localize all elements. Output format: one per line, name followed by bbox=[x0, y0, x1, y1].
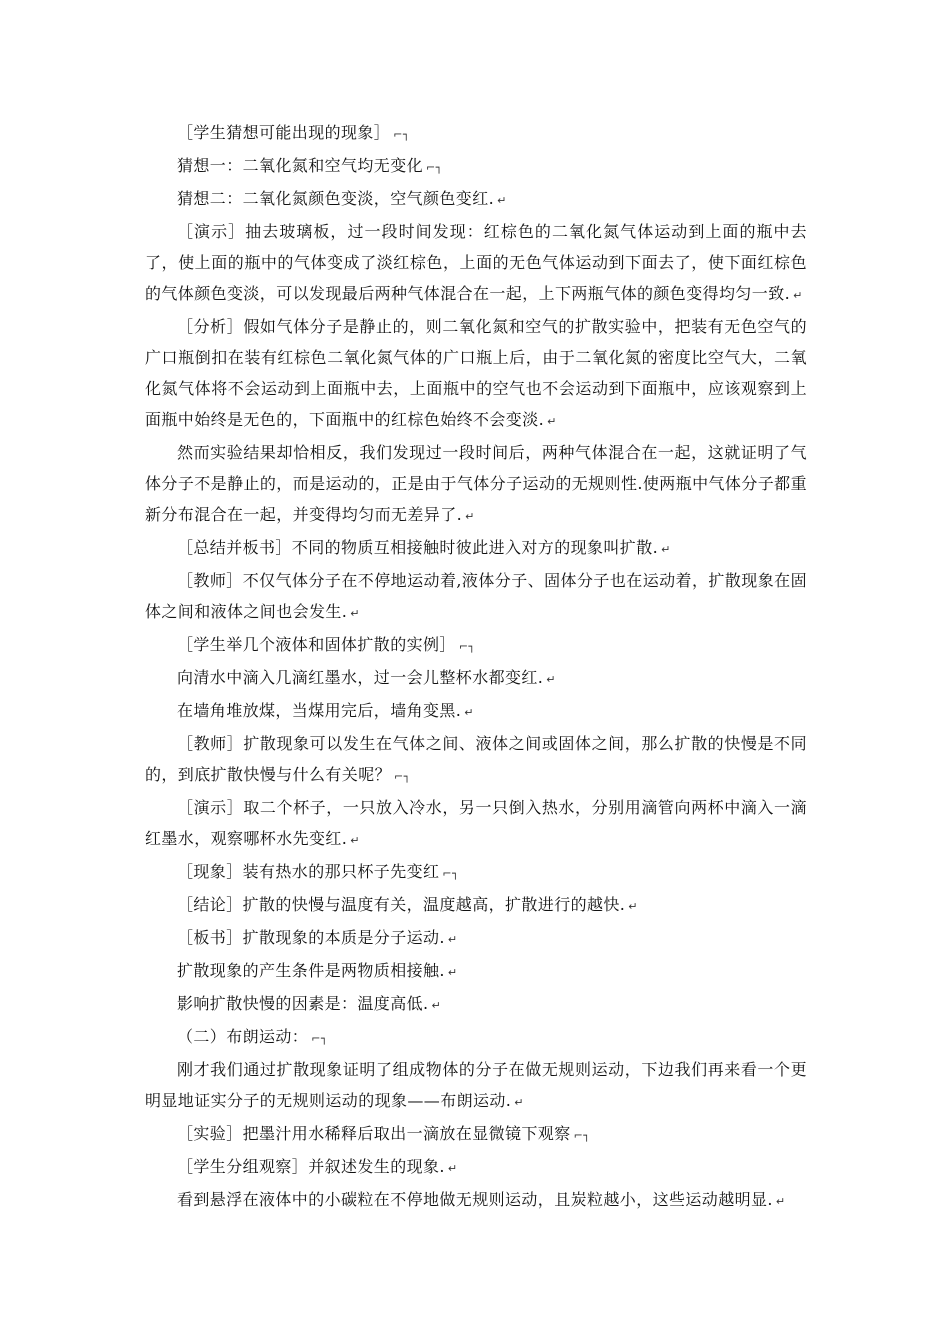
paragraph-mark-icon: ↵ bbox=[447, 966, 458, 979]
paragraph bbox=[145, 889, 807, 922]
paragraph bbox=[145, 856, 807, 889]
paragraph bbox=[145, 695, 807, 728]
paragraph bbox=[145, 662, 807, 695]
paragraph-text: ［学生举几个液体和固体扩散的实例］ bbox=[177, 635, 456, 654]
line-break-mark-icon: ⌐┐ bbox=[394, 770, 411, 783]
paragraph bbox=[145, 532, 807, 565]
document-body bbox=[145, 117, 807, 1217]
paragraph-text: ［教师］扩散现象可以发生在气体之间、液体之间或固体之间，那么扩散的快慢是不同的，到底扩散快慢与什么有关呢？ bbox=[145, 734, 807, 784]
line-break-mark-icon: ⌐┐ bbox=[426, 161, 443, 174]
paragraph-text: ［板书］扩散现象的本质是分子运动. bbox=[177, 928, 445, 947]
paragraph-text: ［总结并板书］不同的物质互相接触时彼此进入对方的现象叫扩散. bbox=[177, 538, 659, 557]
paragraph-text: 向清水中滴入几滴红墨水，过一会儿整杯水都变红. bbox=[177, 668, 544, 687]
paragraph-mark-icon: ↵ bbox=[661, 543, 671, 556]
paragraph bbox=[145, 629, 807, 662]
line-break-mark-icon: ⌐┐ bbox=[311, 1032, 328, 1045]
line-break-mark-icon: ⌐┐ bbox=[442, 867, 460, 880]
paragraph bbox=[145, 1184, 807, 1217]
paragraph-text: 刚才我们通过扩散现象证明了组成物体的分子在做无规则运动，下边我们再来看一个更明显地证实分子的无规则运动的现象——布朗运动. bbox=[145, 1060, 807, 1110]
paragraph bbox=[145, 728, 807, 792]
line-break-mark-icon: ⌐┐ bbox=[458, 640, 476, 653]
paragraph-mark-icon: ↵ bbox=[464, 706, 474, 719]
paragraph bbox=[145, 1021, 807, 1054]
paragraph bbox=[145, 1151, 807, 1184]
paragraph-text: ［结论］扩散的快慢与温度有关，温度越高，扩散进行的越快. bbox=[177, 895, 626, 914]
paragraph-text: 扩散现象的产生条件是两物质相接触. bbox=[177, 961, 445, 980]
paragraph-mark-icon: ↵ bbox=[447, 1162, 458, 1175]
paragraph bbox=[145, 955, 807, 988]
paragraph-mark-icon: ↵ bbox=[547, 415, 557, 428]
paragraph-text: ［教师］不仅气体分子在不停地运动着,液体分子、固体分子也在运动着，扩散现象在固体之间和液体之间也会发生. bbox=[145, 571, 807, 621]
paragraph-text: ［分析］假如气体分子是静止的，则二氧化氮和空气的扩散实验中，把装有无色空气的广口瓶倒扣在装有红棕色二氧化氮气体的广口瓶上后，由于二氧化氮的密度比空气大，二氧化氮气体将不会运动到上面瓶中去，上面瓶中的空气也不会运动到下面瓶中，应该观察到上面瓶中始终是无色的，下面瓶中的红棕色始终不会变淡. bbox=[145, 317, 807, 429]
paragraph-text: ［学生分组观察］并叙述发生的现象. bbox=[177, 1157, 445, 1176]
paragraph bbox=[145, 565, 807, 629]
paragraph bbox=[145, 117, 807, 150]
paragraph-mark-icon: ↵ bbox=[431, 999, 442, 1012]
paragraph bbox=[145, 183, 807, 216]
paragraph-mark-icon: ↵ bbox=[497, 194, 507, 207]
paragraph-text: 猜想一：二氧化氮和空气均无变化 bbox=[177, 156, 424, 175]
paragraph-text: ［实验］把墨汁用水稀释后取出一滴放在显微镜下观察 bbox=[177, 1124, 571, 1143]
paragraph-text: ［学生猜想可能出现的现象］ bbox=[177, 123, 391, 142]
paragraph bbox=[145, 216, 807, 311]
line-break-mark-icon: ⌐┐ bbox=[393, 128, 410, 141]
paragraph bbox=[145, 922, 807, 955]
paragraph-mark-icon: ↵ bbox=[793, 289, 803, 302]
line-break-mark-icon: ⌐┐ bbox=[573, 1129, 591, 1142]
paragraph bbox=[145, 437, 807, 532]
paragraph-mark-icon: ↵ bbox=[628, 900, 638, 913]
paragraph-mark-icon: ↵ bbox=[546, 673, 556, 686]
paragraph bbox=[145, 1054, 807, 1118]
paragraph-mark-icon: ↵ bbox=[775, 1195, 786, 1208]
paragraph-mark-icon: ↵ bbox=[514, 1096, 524, 1109]
paragraph-text: 然而实验结果却恰相反，我们发现过一段时间后，两种气体混合在一起，这就证明了气体分子不是静止的，而是运动的，正是由于气体分子运动的无规则性.使两瓶中气体分子都重新分布混合在一起，并变得均匀而无差异了. bbox=[145, 443, 807, 524]
paragraph-text: ［现象］装有热水的那只杯子先变红 bbox=[177, 862, 440, 881]
paragraph-text: 看到悬浮在液体中的小碳粒在不停地做无规则运动，且炭粒越小，这些运动越明显. bbox=[177, 1190, 773, 1209]
paragraph bbox=[145, 311, 807, 437]
paragraph-text: 影响扩散快慢的因素是：温度高低. bbox=[177, 994, 429, 1013]
paragraph-text: （二）布朗运动： bbox=[177, 1027, 309, 1046]
paragraph bbox=[145, 792, 807, 856]
paragraph-text: 在墙角堆放煤，当煤用完后，墙角变黑. bbox=[177, 701, 462, 720]
paragraph-text: ［演示］抽去玻璃板，过一段时间发现：红棕色的二氧化氮气体运动到上面的瓶中去了，使上面的瓶中的气体变成了淡红棕色，上面的无色气体运动到下面去了，使下面红棕色的气体颜色变淡，可以发现最后两种气体混合在一起，上下两瓶气体的颜色变得均匀一致. bbox=[145, 222, 807, 303]
paragraph bbox=[145, 1118, 807, 1151]
paragraph-text: 猜想二：二氧化氮颜色变淡，空气颜色变红. bbox=[177, 189, 495, 208]
paragraph-mark-icon: ↵ bbox=[465, 510, 475, 523]
paragraph-mark-icon: ↵ bbox=[350, 607, 360, 620]
paragraph bbox=[145, 988, 807, 1021]
paragraph-mark-icon: ↵ bbox=[350, 834, 360, 847]
paragraph-text: ［演示］取二个杯子，一只放入冷水，另一只倒入热水，分别用滴管向两杯中滴入一滴红墨水，观察哪杯水先变红. bbox=[145, 798, 807, 848]
paragraph-mark-icon: ↵ bbox=[447, 933, 458, 946]
paragraph bbox=[145, 150, 807, 183]
